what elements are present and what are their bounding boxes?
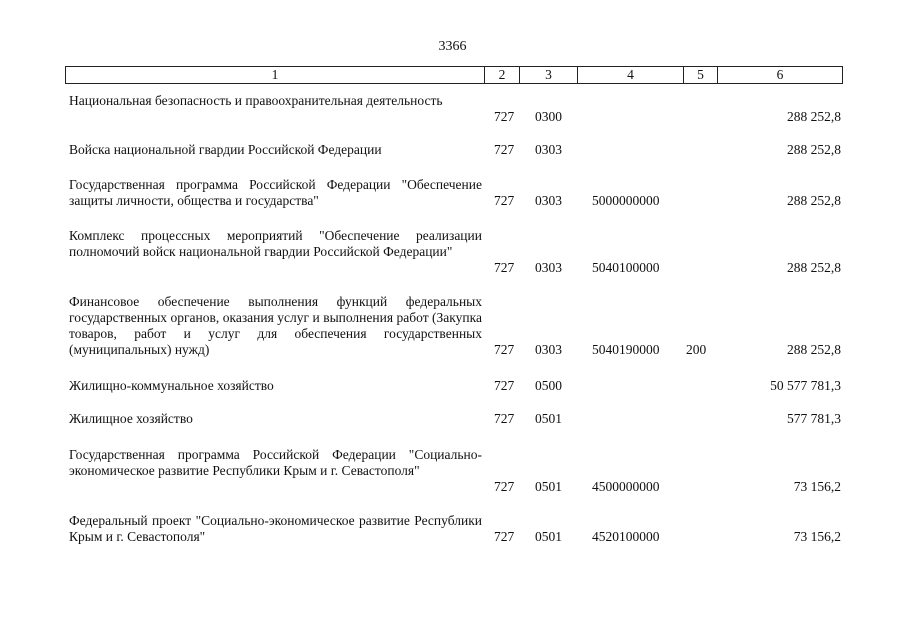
row-col-4: 4500000000	[592, 479, 660, 494]
table-row	[65, 378, 841, 394]
row-col-2: 727	[494, 411, 515, 426]
row-col-4: 4520100000	[592, 529, 660, 544]
row-col-6: 288 252,8	[787, 342, 841, 357]
row-col-3: 0501	[535, 479, 562, 494]
row-col-5: 200	[686, 342, 707, 357]
header-col-2: 2	[485, 67, 520, 83]
row-col-2: 727	[494, 193, 515, 208]
header-col-1: 1	[66, 67, 485, 83]
row-name: Финансовое обеспечение выполнения функций федеральных государственных органов, оказания услуг и выполнения работ (Закупка товаров, работ и услуг для обеспечения государственных (муниципальных) нужд)	[69, 294, 482, 357]
row-col-2: 727	[494, 260, 515, 275]
row-col-6: 288 252,8	[787, 142, 841, 157]
row-col-3: 0303	[535, 342, 562, 357]
page-number: 3366	[438, 39, 467, 54]
table-row	[65, 228, 841, 276]
row-col-3: 0303	[535, 142, 562, 157]
row-col-3: 0300	[535, 109, 562, 124]
row-col-2: 727	[494, 109, 515, 124]
header-col-3: 3	[520, 67, 578, 83]
header-col-4: 4	[578, 67, 684, 83]
table-row	[65, 411, 841, 427]
row-col-2: 727	[494, 529, 515, 544]
row-col-3: 0501	[535, 529, 562, 544]
row-col-6: 288 252,8	[787, 260, 841, 275]
table-row	[65, 447, 841, 495]
row-col-4: 5040100000	[592, 260, 660, 275]
row-col-3: 0303	[535, 193, 562, 208]
row-col-2: 727	[494, 342, 515, 357]
table-row	[65, 177, 841, 209]
row-col-6: 50 577 781,3	[770, 378, 841, 393]
table-row	[65, 142, 841, 158]
table-row	[65, 513, 841, 545]
row-col-4: 5040190000	[592, 342, 660, 357]
row-name: Жилищно-коммунальное хозяйство	[69, 378, 274, 393]
header-col-6: 6	[776, 67, 784, 82]
header-col-5: 5	[684, 67, 718, 83]
row-col-6: 288 252,8	[787, 109, 841, 124]
row-name: Войска национальной гвардии Российской Федерации	[69, 142, 382, 157]
table-row	[65, 93, 841, 125]
row-col-6: 288 252,8	[787, 193, 841, 208]
row-col-3: 0501	[535, 411, 562, 426]
row-col-4: 5000000000	[592, 193, 660, 208]
table-row	[65, 294, 841, 358]
row-name: Комплекс процессных мероприятий "Обеспечение реализации полномочий войск национальной гвардии Российской Федерации"	[69, 228, 482, 259]
row-col-3: 0500	[535, 378, 562, 393]
row-col-6: 577 781,3	[787, 411, 841, 426]
row-name: Федеральный проект "Социально-экономическое развитие Республики Крым и г. Севастополя"	[69, 513, 482, 544]
row-col-6: 73 156,2	[793, 479, 841, 494]
row-col-2: 727	[494, 479, 515, 494]
row-col-3: 0303	[535, 260, 562, 275]
row-col-2: 727	[494, 142, 515, 157]
row-name: Государственная программа Российской Федерации "Социально-экономическое развитие Республики Крым и г. Севастополя"	[69, 447, 482, 478]
row-name: Государственная программа Российской Федерации "Обеспечение защиты личности, общества и государства"	[69, 177, 482, 208]
row-name: Жилищное хозяйство	[69, 411, 193, 426]
table-header	[65, 66, 843, 84]
row-col-2: 727	[494, 378, 515, 393]
row-col-6: 73 156,2	[793, 529, 841, 544]
row-name: Национальная безопасность и правоохранительная деятельность	[69, 93, 443, 108]
